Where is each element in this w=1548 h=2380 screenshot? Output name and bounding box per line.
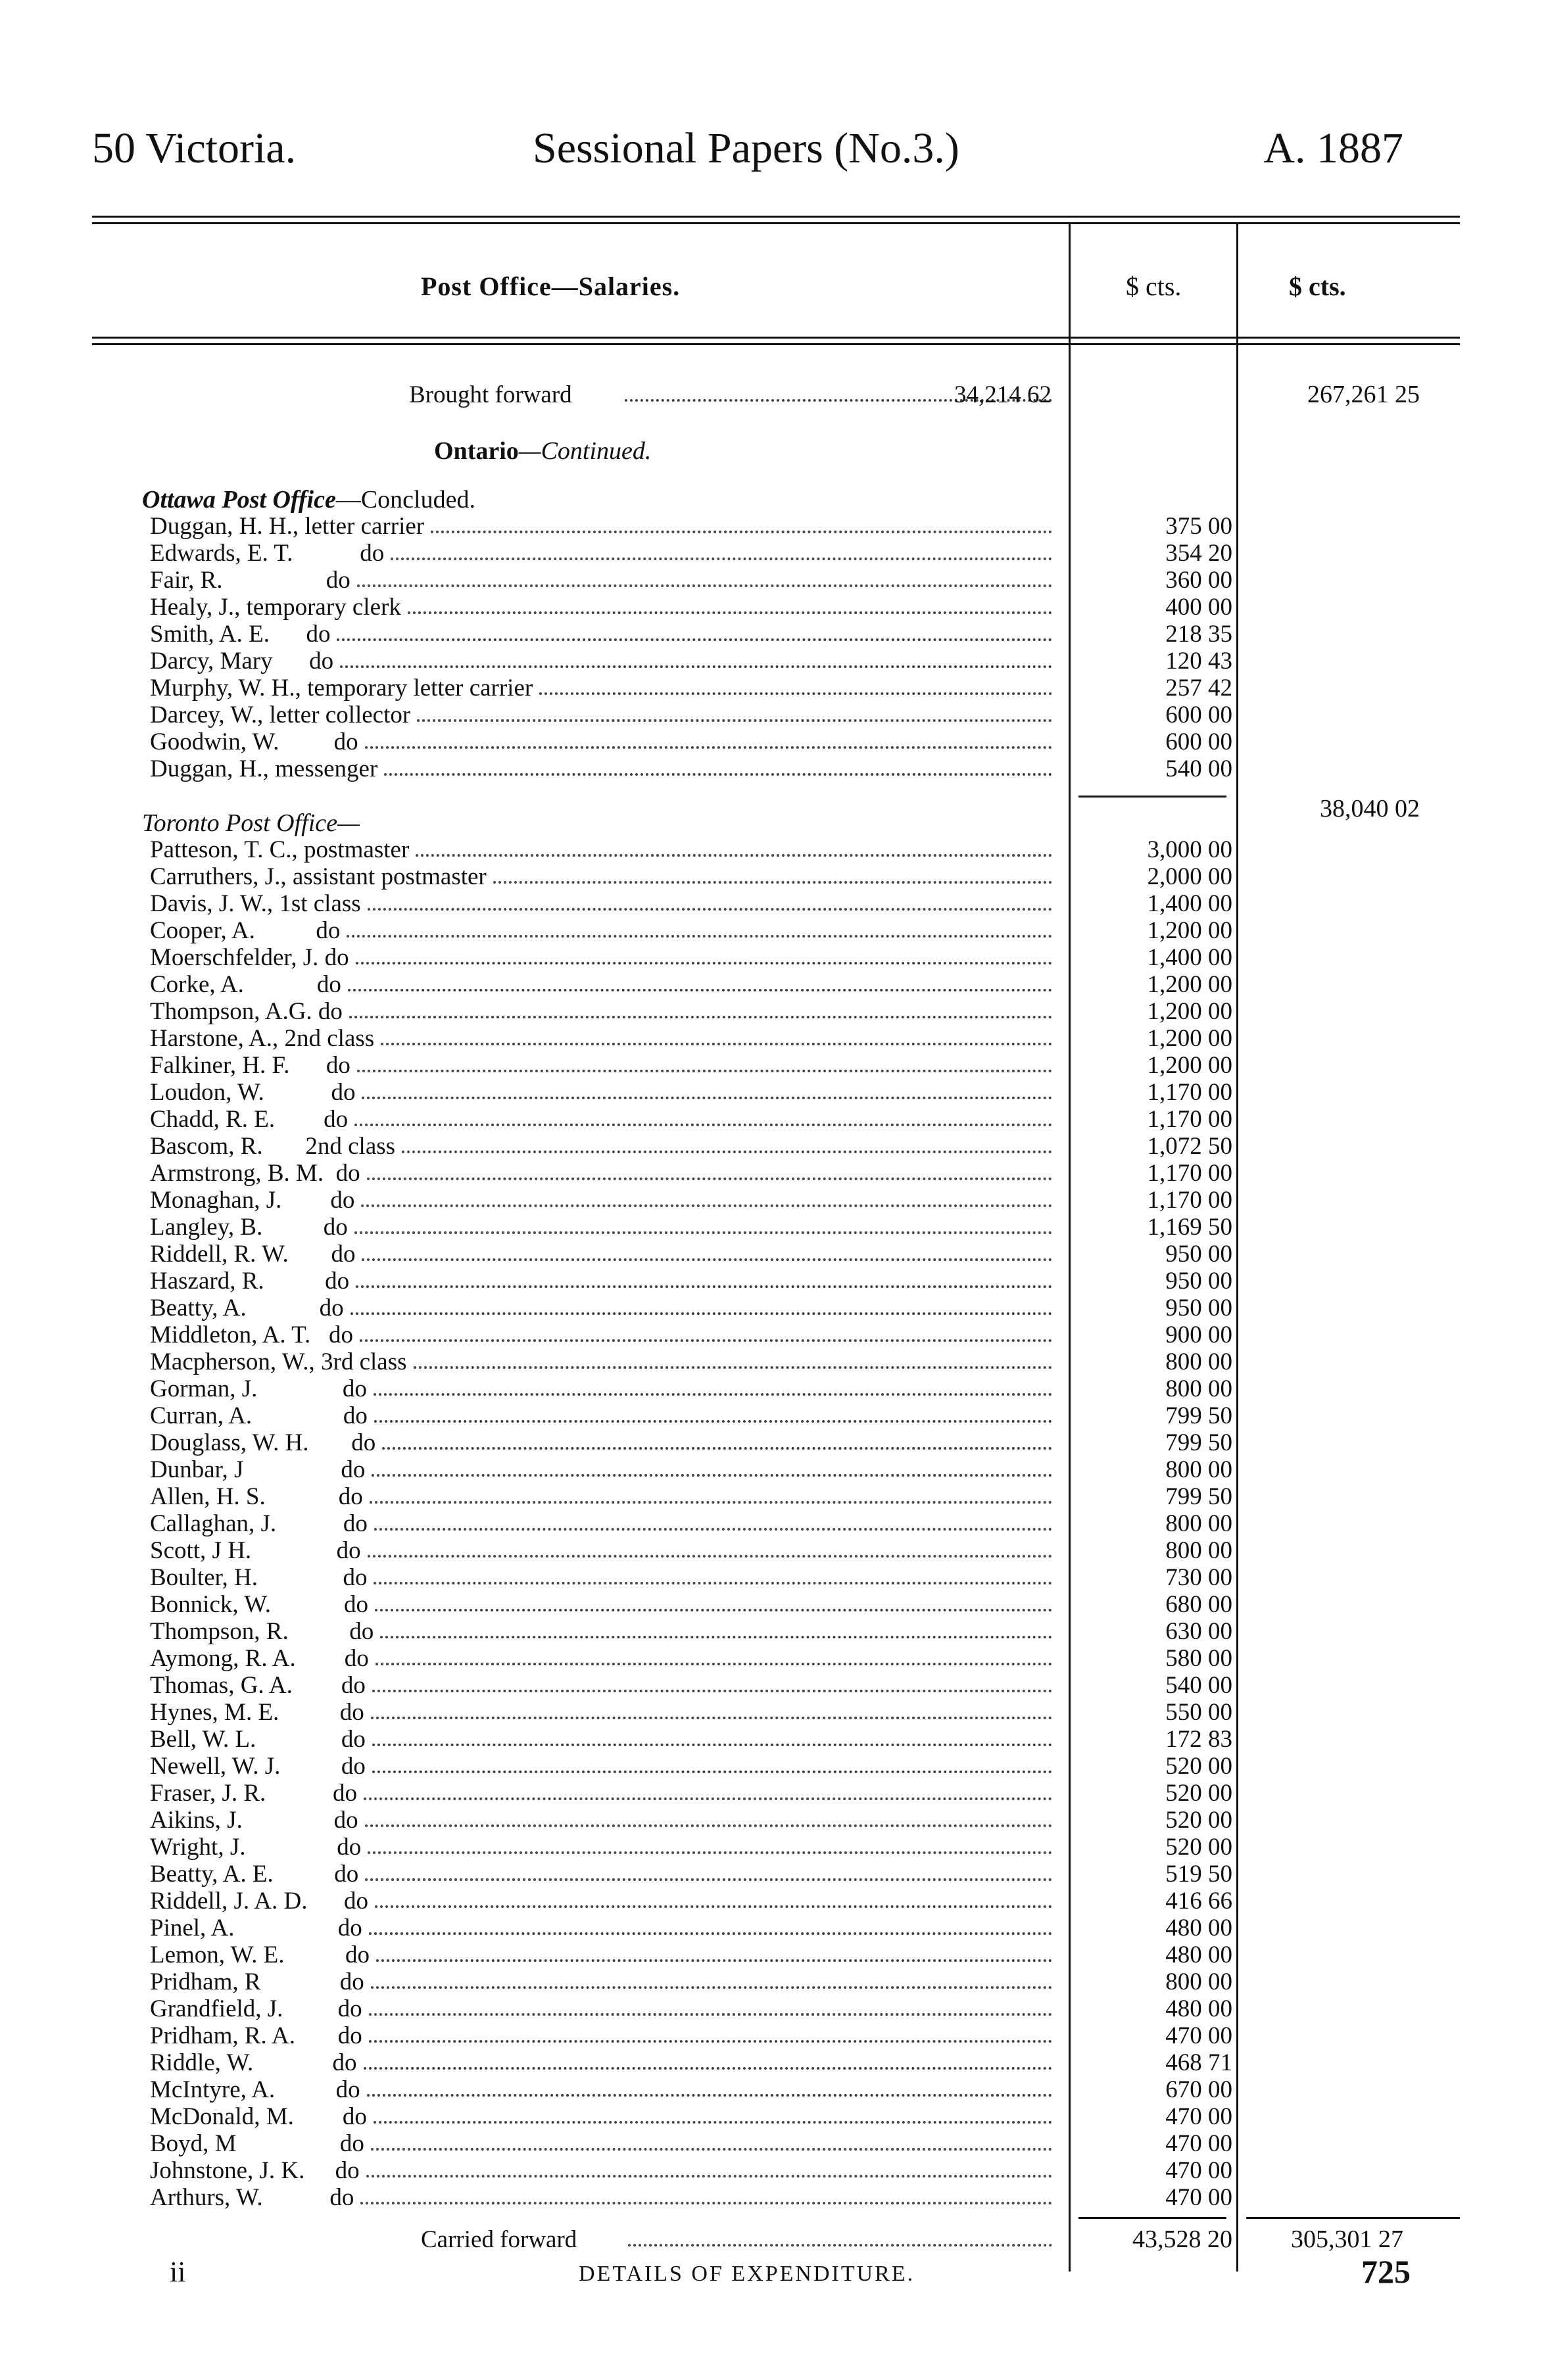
payee-name: Wright, J. do bbox=[150, 1834, 362, 1861]
payee-name: Corke, A. do bbox=[150, 971, 341, 998]
payee-name: Curran, A. do bbox=[150, 1402, 368, 1429]
payee-name: Allen, H. S. do bbox=[150, 1483, 363, 1510]
payee-name: Smith, A. E. do bbox=[150, 621, 331, 648]
column-head-rule-2 bbox=[92, 343, 1460, 345]
payment-amount: 600 00 bbox=[1165, 702, 1232, 728]
payment-amount: 375 00 bbox=[1165, 513, 1232, 540]
ledger-row bbox=[0, 1375, 1548, 1402]
toronto-heading: Toronto Post Office— bbox=[142, 809, 360, 837]
payment-amount: 1,170 00 bbox=[1147, 1079, 1232, 1106]
ledger-row bbox=[0, 1618, 1548, 1645]
payee-name: Falkiner, H. F. do bbox=[150, 1052, 351, 1079]
leader-dots bbox=[391, 558, 1052, 560]
payment-amount: 416 66 bbox=[1165, 1888, 1232, 1915]
leader-dots bbox=[374, 2121, 1052, 2124]
leader-dots bbox=[372, 1690, 1052, 1692]
leader-dots bbox=[367, 2094, 1052, 2097]
ledger-row bbox=[0, 1160, 1548, 1187]
payment-amount: 470 00 bbox=[1165, 2157, 1232, 2184]
leader-dots bbox=[340, 665, 1052, 668]
leader-dots bbox=[368, 1555, 1052, 1558]
payee-name: Gorman, J. do bbox=[150, 1375, 367, 1402]
leader-dots bbox=[416, 854, 1052, 857]
payee-name: Douglass, W. H. do bbox=[150, 1429, 376, 1456]
ledger-row bbox=[0, 1402, 1548, 1429]
payment-amount: 354 20 bbox=[1165, 540, 1232, 567]
payee-name: Langley, B. do bbox=[150, 1214, 348, 1241]
payee-name: Duggan, H. H., letter carrier bbox=[150, 513, 425, 540]
ledger-row bbox=[0, 2049, 1548, 2076]
ledger-row bbox=[0, 1834, 1548, 1861]
header-year: A. 1887 bbox=[1263, 124, 1403, 172]
leader-dots bbox=[362, 1258, 1052, 1261]
payment-amount: 470 00 bbox=[1165, 2130, 1232, 2157]
payment-amount: 480 00 bbox=[1165, 1915, 1232, 1941]
carried-forward-row bbox=[0, 2226, 1548, 2253]
ottawa-office-name: Ottawa Post Office bbox=[142, 486, 336, 513]
payee-name: Duggan, H., messenger bbox=[150, 755, 378, 782]
leader-dots bbox=[375, 1609, 1052, 1611]
leader-dots bbox=[354, 1124, 1052, 1126]
leader-dots bbox=[431, 531, 1052, 533]
carried-forward-amount-2: 305,301 27 bbox=[1291, 2225, 1403, 2253]
leader-dots bbox=[539, 692, 1052, 695]
payment-amount: 950 00 bbox=[1165, 1241, 1232, 1268]
payment-amount: 800 00 bbox=[1165, 1456, 1232, 1483]
leader-dots bbox=[337, 638, 1052, 641]
header-sessional-papers: Sessional Papers (No.3.) bbox=[533, 124, 959, 172]
payment-amount: 1,200 00 bbox=[1147, 1052, 1232, 1079]
carried-forward-rule-1 bbox=[1078, 2217, 1226, 2219]
payment-amount: 800 00 bbox=[1165, 1375, 1232, 1402]
column-head-rule-1 bbox=[92, 337, 1460, 339]
payment-amount: 470 00 bbox=[1165, 2184, 1232, 2211]
ledger-row bbox=[0, 540, 1548, 567]
payment-amount: 3,000 00 bbox=[1147, 836, 1232, 863]
payee-name: Darcy, Mary do bbox=[150, 648, 334, 675]
payee-name: Patteson, T. C., postmaster bbox=[150, 836, 410, 863]
payment-amount: 1,170 00 bbox=[1147, 1106, 1232, 1133]
leader-dots bbox=[370, 1501, 1052, 1504]
leader-dots bbox=[417, 719, 1052, 722]
leader-dots bbox=[375, 1905, 1052, 1908]
payee-name: McIntyre, A. do bbox=[150, 2076, 360, 2103]
leader-dots bbox=[360, 2202, 1052, 2204]
payee-name: Beatty, A. do bbox=[150, 1295, 344, 1321]
ledger-row bbox=[0, 1699, 1548, 1726]
payee-name: Thomas, G. A. do bbox=[150, 1672, 366, 1699]
payee-name: Riddell, R. W. do bbox=[150, 1241, 356, 1268]
payee-name: Thompson, A.G. do bbox=[150, 998, 343, 1025]
ledger-row bbox=[0, 1241, 1548, 1268]
ledger-row bbox=[0, 675, 1548, 702]
ledger-row bbox=[0, 1187, 1548, 1214]
payment-amount: 800 00 bbox=[1165, 1348, 1232, 1375]
payee-name: Beatty, A. E. do bbox=[150, 1861, 359, 1888]
leader-dots bbox=[368, 908, 1052, 911]
leader-dots bbox=[369, 1932, 1052, 1935]
payment-amount: 1,400 00 bbox=[1147, 944, 1232, 971]
payment-amount: 540 00 bbox=[1165, 1672, 1232, 1699]
payment-amount: 800 00 bbox=[1165, 1510, 1232, 1537]
payment-amount: 799 50 bbox=[1165, 1402, 1232, 1429]
payment-amount: 950 00 bbox=[1165, 1268, 1232, 1295]
header-rule-top bbox=[92, 216, 1460, 218]
leader-dots bbox=[372, 1771, 1052, 1773]
leader-dots bbox=[371, 1986, 1052, 1989]
ledger-row bbox=[0, 1348, 1548, 1375]
ottawa-heading bbox=[142, 485, 475, 514]
payee-name: Thompson, R. do bbox=[150, 1618, 374, 1645]
payee-name: Carruthers, J., assistant postmaster bbox=[150, 863, 487, 890]
carried-forward-rule-2 bbox=[1246, 2217, 1460, 2219]
ledger-row bbox=[0, 567, 1548, 594]
leader-dots bbox=[357, 1070, 1052, 1072]
payment-amount: 600 00 bbox=[1165, 728, 1232, 755]
ledger-row bbox=[0, 2184, 1548, 2211]
ledger-row bbox=[0, 513, 1548, 540]
leader-dots bbox=[362, 1097, 1052, 1099]
payment-amount: 1,072 50 bbox=[1147, 1133, 1232, 1160]
payee-name: Bascom, R. 2nd class bbox=[150, 1133, 396, 1160]
payee-name: Hynes, M. E. do bbox=[150, 1699, 364, 1726]
leader-dots bbox=[361, 1204, 1052, 1207]
payee-name: Riddle, W. do bbox=[150, 2049, 357, 2076]
ledger-row bbox=[0, 1591, 1548, 1618]
ledger-row bbox=[0, 863, 1548, 890]
payment-amount: 2,000 00 bbox=[1147, 863, 1232, 890]
payment-amount: 360 00 bbox=[1165, 567, 1232, 594]
payment-amount: 400 00 bbox=[1165, 594, 1232, 621]
leader-dots bbox=[371, 2148, 1052, 2151]
ledger-row bbox=[0, 1483, 1548, 1510]
ledger-row bbox=[0, 1321, 1548, 1348]
ledger-row bbox=[0, 1753, 1548, 1780]
leader-dots bbox=[374, 1582, 1052, 1584]
ledger-row bbox=[0, 1645, 1548, 1672]
payment-amount: 257 42 bbox=[1165, 675, 1232, 702]
payment-amount: 1,200 00 bbox=[1147, 971, 1232, 998]
payee-name: Chadd, R. E. do bbox=[150, 1106, 349, 1133]
leader-dots bbox=[376, 1959, 1052, 1962]
leader-dots bbox=[367, 1178, 1052, 1180]
ledger-row bbox=[0, 755, 1548, 782]
payee-name: Haszard, R. do bbox=[150, 1268, 350, 1295]
payee-name: Pinel, A. do bbox=[150, 1915, 362, 1941]
payment-amount: 900 00 bbox=[1165, 1321, 1232, 1348]
payee-name: McDonald, M. do bbox=[150, 2103, 367, 2130]
leader-dots bbox=[374, 1420, 1052, 1423]
leader-dots bbox=[347, 935, 1052, 938]
ledger-row bbox=[0, 1429, 1548, 1456]
payee-name: Armstrong, B. M. do bbox=[150, 1160, 360, 1187]
payee-name: Loudon, W. do bbox=[150, 1079, 356, 1106]
leader-dots bbox=[365, 1824, 1052, 1827]
payment-amount: 1,200 00 bbox=[1147, 998, 1232, 1025]
ledger-row bbox=[0, 1295, 1548, 1321]
leader-dots bbox=[372, 1744, 1052, 1746]
ledger-row bbox=[0, 1672, 1548, 1699]
payment-amount: 630 00 bbox=[1165, 1618, 1232, 1645]
payee-name: Callaghan, J. do bbox=[150, 1510, 368, 1537]
province-heading bbox=[434, 437, 651, 465]
ledger-row bbox=[0, 836, 1548, 863]
payment-amount: 1,400 00 bbox=[1147, 890, 1232, 917]
ledger-row bbox=[0, 648, 1548, 675]
ledger-row bbox=[0, 998, 1548, 1025]
leader-dots bbox=[375, 1663, 1052, 1665]
leader-dots bbox=[628, 2244, 1052, 2247]
ledger-row bbox=[0, 1968, 1548, 1995]
payee-name: Middleton, A. T. do bbox=[150, 1321, 354, 1348]
ledger-row bbox=[0, 1564, 1548, 1591]
brought-forward-amount-2: 267,261 25 bbox=[1307, 381, 1420, 408]
payment-amount: 519 50 bbox=[1165, 1861, 1232, 1888]
province-name: Ontario bbox=[434, 437, 519, 465]
ledger-row bbox=[0, 1941, 1548, 1968]
payment-amount: 470 00 bbox=[1165, 2022, 1232, 2049]
payee-name: Fraser, J. R. do bbox=[150, 1780, 358, 1807]
payment-amount: 800 00 bbox=[1165, 1537, 1232, 1564]
payee-name: Grandfield, J. do bbox=[150, 1995, 362, 2022]
leader-dots bbox=[354, 1231, 1052, 1234]
ottawa-subtotal: 38,040 02 bbox=[1320, 795, 1420, 822]
leader-dots bbox=[380, 1636, 1052, 1638]
ottawa-subtotal-rule bbox=[1078, 796, 1226, 797]
payee-name: Goodwin, W. do bbox=[150, 728, 358, 755]
ledger-row bbox=[0, 1915, 1548, 1941]
leader-dots bbox=[408, 611, 1052, 614]
payee-name: Riddell, J. A. D. do bbox=[150, 1888, 368, 1915]
payment-amount: 480 00 bbox=[1165, 1995, 1232, 2022]
ledger-row bbox=[0, 1456, 1548, 1483]
ledger-row bbox=[0, 2076, 1548, 2103]
ledger-row bbox=[0, 890, 1548, 917]
payment-amount: 520 00 bbox=[1165, 1753, 1232, 1780]
leader-dots bbox=[369, 2013, 1052, 2016]
carried-forward-label: Carried forward bbox=[421, 2226, 577, 2253]
column-head-dollars-1: $ cts. bbox=[1126, 272, 1182, 301]
payee-name: Fair, R. do bbox=[150, 567, 351, 594]
leader-dots bbox=[365, 1878, 1052, 1881]
payee-name: Monaghan, J. do bbox=[150, 1187, 355, 1214]
ledger-row bbox=[0, 1510, 1548, 1537]
payee-name: Arthurs, W. do bbox=[150, 2184, 354, 2211]
payee-name: Harstone, A., 2nd class bbox=[150, 1025, 375, 1052]
payment-amount: 480 00 bbox=[1165, 1941, 1232, 1968]
leader-dots bbox=[357, 584, 1052, 587]
payment-amount: 1,200 00 bbox=[1147, 917, 1232, 944]
column-head-dollars-2: $ cts. bbox=[1289, 272, 1346, 301]
payee-name: Bonnick, W. do bbox=[150, 1591, 368, 1618]
leader-dots bbox=[381, 1043, 1052, 1045]
leader-dots bbox=[402, 1151, 1052, 1153]
ledger-row bbox=[0, 1861, 1548, 1888]
payee-name: Scott, J H. do bbox=[150, 1537, 361, 1564]
leader-dots bbox=[351, 1312, 1052, 1315]
payee-name: Cooper, A. do bbox=[150, 917, 341, 944]
payment-amount: 520 00 bbox=[1165, 1807, 1232, 1834]
leader-dots bbox=[384, 773, 1052, 776]
ledger-row bbox=[0, 1025, 1548, 1052]
payee-name: Johnstone, J. K. do bbox=[150, 2157, 360, 2184]
footer-roman-page: ii bbox=[170, 2256, 186, 2288]
leader-dots bbox=[368, 1851, 1052, 1854]
leader-dots bbox=[493, 881, 1052, 884]
ledger-row bbox=[0, 728, 1548, 755]
ledger-row bbox=[0, 2157, 1548, 2184]
ledger-row bbox=[0, 971, 1548, 998]
ledger-row bbox=[0, 944, 1548, 971]
ledger-row bbox=[0, 1133, 1548, 1160]
payment-amount: 670 00 bbox=[1165, 2076, 1232, 2103]
ledger-row bbox=[0, 2130, 1548, 2157]
leader-dots bbox=[382, 1447, 1052, 1450]
payee-name: Aymong, R. A. do bbox=[150, 1645, 369, 1672]
payee-name: Edwards, E. T. do bbox=[150, 540, 385, 567]
leader-dots bbox=[360, 1339, 1052, 1342]
ledger-row bbox=[0, 594, 1548, 621]
payment-amount: 540 00 bbox=[1165, 755, 1232, 782]
table-title: Post Office—Salaries. bbox=[421, 272, 681, 301]
payee-name: Moerschfelder, J. do bbox=[150, 944, 349, 971]
ledger-row bbox=[0, 1726, 1548, 1753]
payment-amount: 800 00 bbox=[1165, 1968, 1232, 1995]
leader-dots bbox=[414, 1366, 1052, 1369]
ledger-row bbox=[0, 1106, 1548, 1133]
ledger-row bbox=[0, 2103, 1548, 2130]
payment-amount: 468 71 bbox=[1165, 2049, 1232, 2076]
province-suffix: —Continued. bbox=[518, 437, 652, 465]
payment-amount: 120 43 bbox=[1165, 648, 1232, 675]
brought-forward-row bbox=[0, 381, 1548, 408]
payment-amount: 1,170 00 bbox=[1147, 1187, 1232, 1214]
payee-name: Healy, J., temporary clerk bbox=[150, 594, 401, 621]
ledger-row bbox=[0, 702, 1548, 728]
ledger-row bbox=[0, 1268, 1548, 1295]
payee-name: Aikins, J. do bbox=[150, 1807, 358, 1834]
leader-dots bbox=[356, 962, 1052, 964]
ottawa-heading-suffix: —Concluded. bbox=[335, 486, 475, 513]
leader-dots bbox=[364, 1797, 1052, 1800]
ledger-row bbox=[0, 1995, 1548, 2022]
payee-name: Dunbar, J do bbox=[150, 1456, 366, 1483]
brought-forward-label: Brought forward bbox=[409, 381, 572, 408]
leader-dots bbox=[364, 2067, 1052, 2070]
leader-dots bbox=[374, 1528, 1052, 1531]
leader-dots bbox=[369, 2040, 1052, 2043]
leader-dots bbox=[348, 989, 1052, 991]
payee-name: Bell, W. L. do bbox=[150, 1726, 366, 1753]
ledger-row bbox=[0, 2022, 1548, 2049]
payment-amount: 730 00 bbox=[1165, 1564, 1232, 1591]
payee-name: Pridham, R. A. do bbox=[150, 2022, 362, 2049]
payment-amount: 520 00 bbox=[1165, 1834, 1232, 1861]
payee-name: Boulter, H. do bbox=[150, 1564, 368, 1591]
payment-amount: 520 00 bbox=[1165, 1780, 1232, 1807]
header-session: 50 Victoria. bbox=[92, 124, 297, 172]
payee-name: Pridham, R do bbox=[150, 1968, 364, 1995]
leader-dots bbox=[365, 746, 1052, 749]
carried-forward-amount-1: 43,528 20 bbox=[1132, 2225, 1232, 2253]
payment-amount: 799 50 bbox=[1165, 1429, 1232, 1456]
ledger-row bbox=[0, 1888, 1548, 1915]
leader-dots bbox=[366, 2175, 1052, 2178]
payee-name: Newell, W. J. do bbox=[150, 1753, 366, 1780]
payment-amount: 1,169 50 bbox=[1147, 1214, 1232, 1241]
payee-name: Boyd, M do bbox=[150, 2130, 364, 2157]
leader-dots bbox=[349, 1016, 1052, 1018]
payment-amount: 680 00 bbox=[1165, 1591, 1232, 1618]
payment-amount: 1,200 00 bbox=[1147, 1025, 1232, 1052]
ledger-row bbox=[0, 1537, 1548, 1564]
brought-forward-amount-1: 34,214 62 bbox=[954, 381, 1052, 408]
payment-amount: 218 35 bbox=[1165, 621, 1232, 648]
payment-amount: 550 00 bbox=[1165, 1699, 1232, 1726]
payee-name: Lemon, W. E. do bbox=[150, 1941, 370, 1968]
payment-amount: 799 50 bbox=[1165, 1483, 1232, 1510]
ledger-row bbox=[0, 1807, 1548, 1834]
payment-amount: 950 00 bbox=[1165, 1295, 1232, 1321]
ledger-row bbox=[0, 1052, 1548, 1079]
payment-amount: 1,170 00 bbox=[1147, 1160, 1232, 1187]
payment-amount: 580 00 bbox=[1165, 1645, 1232, 1672]
ledger-row bbox=[0, 1780, 1548, 1807]
leader-dots bbox=[356, 1285, 1052, 1288]
leader-dots bbox=[374, 1393, 1052, 1396]
payee-name: Davis, J. W., 1st class bbox=[150, 890, 361, 917]
header-rule-bottom bbox=[92, 222, 1460, 224]
leader-dots bbox=[371, 1717, 1052, 1719]
ledger-row bbox=[0, 1079, 1548, 1106]
footer-page-number: 725 bbox=[1361, 2253, 1411, 2290]
ledger-row bbox=[0, 917, 1548, 944]
payment-amount: 470 00 bbox=[1165, 2103, 1232, 2130]
payee-name: Macpherson, W., 3rd class bbox=[150, 1348, 407, 1375]
payee-name: Murphy, W. H., temporary letter carrier bbox=[150, 675, 533, 702]
leader-dots bbox=[372, 1474, 1052, 1477]
payee-name: Darcey, W., letter collector bbox=[150, 702, 411, 728]
ledger-row bbox=[0, 1214, 1548, 1241]
footer-section-title: DETAILS OF EXPENDITURE. bbox=[579, 2262, 915, 2286]
ledger-row bbox=[0, 621, 1548, 648]
payment-amount: 172 83 bbox=[1165, 1726, 1232, 1753]
